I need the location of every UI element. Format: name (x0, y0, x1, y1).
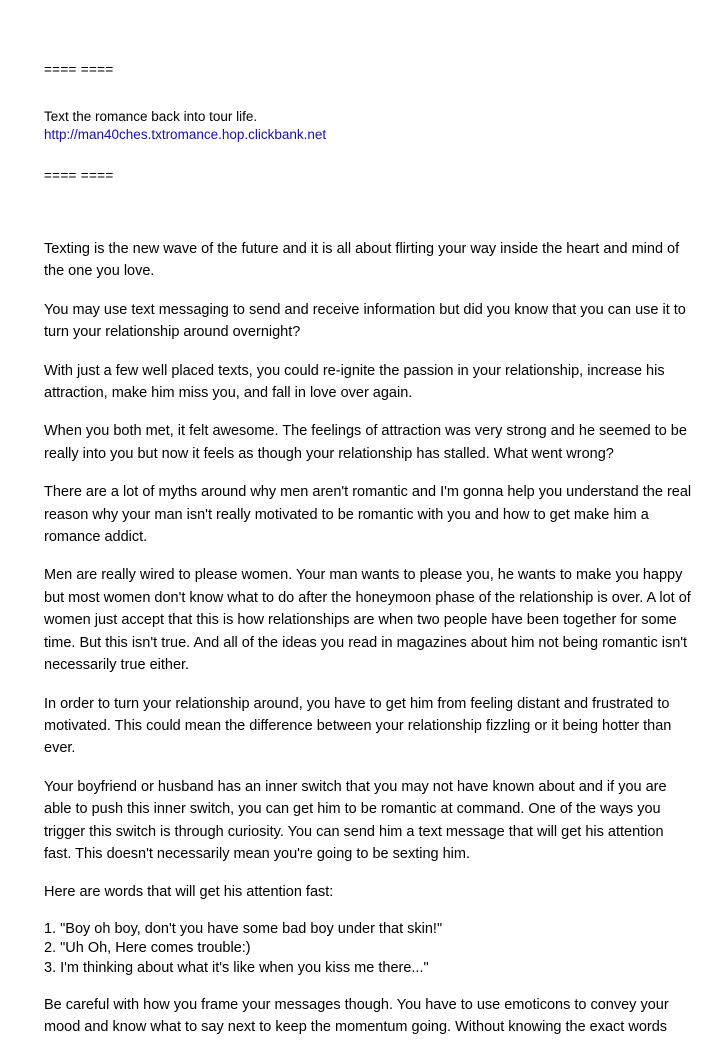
list-item: 1. "Boy oh boy, don't you have some bad boy under that skin!" (44, 920, 443, 937)
paragraph: When you both met, it felt awesome. The feelings of attraction was very strong and he seemed to be really into you but now it feels as though your relationship has stalled. What went wrong? (44, 423, 687, 462)
separator-bottom: ==== ==== (44, 168, 114, 183)
list-item: 2. "Uh Oh, Here comes trouble:) (44, 940, 251, 957)
paragraph: With just a few well placed texts, you could re-ignite the passion in your relationship, increase his attraction, make him miss you, and fall in love over again. (44, 362, 665, 402)
paragraph: Men are really wired to please women. Your man wants to please you, he wants to make you happy but most women don't know what to do after the honeymoon phase of the relationship is over. A lot of women just accept that this is how relationships are when two people have been together for some time. But this isn't true. And all of the ideas you read in magazines about him not being romantic isn't necessarily true either. (44, 567, 691, 674)
document-page (44, 62, 692, 1055)
list-item: 3. I'm thinking about what it's like when you kiss me there..." (44, 959, 429, 976)
promo-tagline: Text the romance back into tour life. (44, 109, 258, 124)
paragraph: You may use text messaging to send and receive information but did you know that you can use it to turn your relationship around overnight? (44, 301, 686, 341)
promo-header (44, 108, 692, 144)
article-body (44, 238, 692, 1039)
paragraph: Texting is the new wave of the future and it is all about flirting your way inside the heart and mind of the one you love. (44, 241, 680, 280)
separator-top: ==== ==== (44, 62, 114, 77)
paragraph: Your boyfriend or husband has an inner switch that you may not have known about and if you are able to push this inner switch, you can get him to be romantic at command. One of the ways you trigger this switch is through curiosity. You can send him a text message that will get his attention fast. This doesn't necessarily mean you're going to be sexting him. (44, 778, 667, 862)
paragraph: In order to turn your relationship around, you have to get him from feeling distant and frustrated to motivated. This could mean the difference between your relationship fizzling or it being hotter than ever. (44, 695, 672, 757)
paragraph: There are a lot of myths around why men aren't romantic and I'm gonna help you understand the real reason why your man isn't really motivated to be romantic with you and how to get make him a romance addict. (44, 484, 692, 546)
closing-paragraph: Be careful with how you frame your messages though. You have to use emoticons to convey your mood and know what to say next to keep the momentum going. Without knowing the exact words (44, 996, 669, 1036)
paragraph: Here are words that will get his attention fast: (44, 884, 334, 901)
promo-link[interactable]: http://man40ches.txtromance.hop.clickbank.net (44, 127, 327, 142)
text-examples-list (44, 920, 692, 978)
